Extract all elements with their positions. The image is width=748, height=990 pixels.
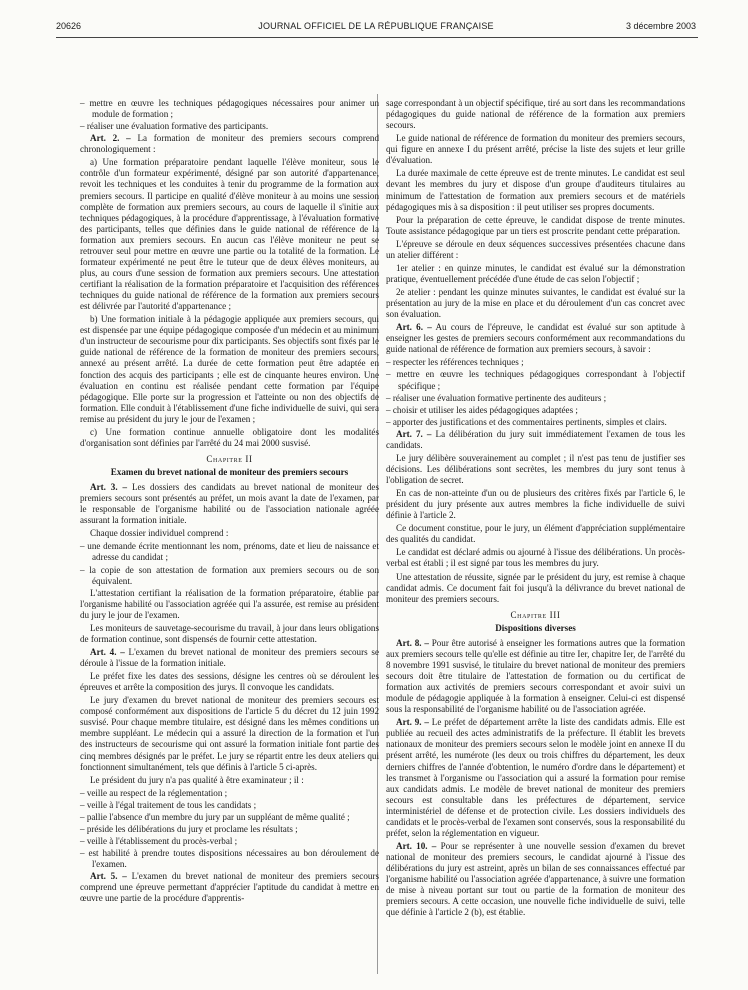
article-text: Les dossiers des candidats au brevet national de moniteur des premiers secours sont présentés au préfet, un mois avant la date de l'examen, par le responsable de l'organisme habilité ou de l'association nationale agréée assurant la formation initiale. (80, 482, 379, 526)
article-heading: Art. 4. – (90, 646, 125, 657)
paragraph: Le jury délibère souverainement au complet ; il n'est pas tenu de justifier ses décisions. Les délibérations sont secrètes, les membres du jury sont tenus à l'obligation de secret. (386, 452, 685, 485)
paragraph: 2e atelier : pendant les quinze minutes suivantes, le candidat est évalué sur la présentation au jury de la mise en place et du déroulement d'un cas concret avec son évaluation. (386, 287, 685, 320)
paragraph: Pour la préparation de cette épreuve, le candidat dispose de trente minutes. Toute assistance pédagogique par un tiers est proscrite pendant cette préparation. (386, 214, 685, 236)
article-10 (386, 841, 685, 918)
chapter-title: Dispositions diverses (495, 622, 576, 633)
paragraph: En cas de non-atteinte d'un ou de plusieurs des critères fixés par l'article 6, le président du jury présente aux autres membres la fiche individuelle de suivi définie à l'article 2. (386, 488, 685, 521)
article-heading: Art. 9. – (396, 717, 429, 728)
list-item: – mettre en œuvre les techniques pédagogiques correspondant à l'objectif spécifique ; (386, 369, 685, 391)
article-heading: Art. 5. – (90, 871, 127, 882)
header-rule (56, 37, 698, 38)
paragraph: Les moniteurs de sauvetage-secourisme du travail, à jour dans leurs obligations de formation continue, sont dispensés de fournir cette attestation. (80, 622, 379, 644)
article-6 (386, 322, 685, 355)
paragraph: Chaque dossier individuel comprend : (90, 528, 229, 539)
chapter-title: Examen du brevet national de moniteur des premiers secours (110, 467, 349, 477)
article-text: Le préfet de département arrête la liste des candidats admis. Elle est publiée au recueil des actes administratifs de la préfecture. Il établit les brevets nationaux de moniteur des premiers secours selon le modèle joint en annexe II du présent arrêté, les numérote (les deux ou trois chiffres du département, les deux derniers chiffres de l'année d'obtention, le numéro d'ordre dans le département) et les transmet à l'organisme ou l'association qui a assuré la formation pour remise aux candidats admis. Le modèle de brevet national de moniteur des premiers secours est consultable dans les préfectures de département, service interministériel de défense et de protection civile. Les dossiers individuels des candidats et le procès-verbal de l'examen sont conservés, sous la responsabilité du préfet, selon la réglementation en vigueur. (386, 717, 685, 838)
publication-date: 3 décembre 2003 (625, 21, 696, 31)
paragraph: sage correspondant à un objectif spécifique, tiré au sort dans les recommandations pédagogiques du guide national de référence de la formation aux premiers secours. (386, 98, 685, 131)
list-item: – choisir et utiliser les aides pédagogiques adaptées ; (386, 404, 578, 415)
list-item: – réaliser une évaluation formative pertinente des auditeurs ; (386, 392, 607, 403)
list-item: – la copie de son attestation de formation aux premiers secours ou de son équivalent. (80, 564, 379, 586)
article-heading: Art. 2. – (90, 133, 131, 144)
paragraph: Ce document constitue, pour le jury, un élément d'appréciation supplémentaire des qualités du candidat. (386, 523, 685, 545)
list-item: – veille à l'égal traitement de tous les candidats ; (80, 799, 257, 810)
paragraph: Le préfet fixe les dates des sessions, désigne les centres où se déroulent les épreuves et arrête la composition des jurys. Il convoque les candidats. (80, 671, 379, 693)
paragraph: La durée maximale de cette épreuve est de trente minutes. Le candidat est seul devant les membres du jury et dispose d'un groupe d'auditeurs titulaires au minimum de l'attestation de formation aux premiers secours et de matériels pédagogiques mis à sa disposition : il peut utiliser ses propres documents. (386, 168, 685, 212)
article-9 (386, 717, 685, 839)
list-item: – veille à l'établissement du procès-verbal ; (80, 835, 238, 846)
article-7 (386, 429, 685, 451)
list-item: – est habilité à prendre toutes dispositions nécessaires au bon déroulement de l'examen. (80, 848, 379, 870)
article-text: Pour être autorisé à enseigner les formations autres que la formation aux premiers secours telle qu'elle est définie au titre Ier, chapitre Ier, de l'arrêté du 8 novembre 1991 susvisé, le titulaire du brevet national de moniteur des premiers secours doit être titulaire de l'attestation de formation ou du certificat de formation aux activités de premiers secours correspondant et avoir suivi un module de pédagogie appliquée à la formation à enseigner. Celui-ci est dispensé sous la responsabilité de l'organisme habilité ou de l'association agréée. (386, 637, 685, 715)
list-item: – veille au respect de la réglementation ; (80, 787, 228, 798)
list-item: – pallie l'absence d'un membre du jury par un suppléant de même qualité ; (80, 811, 350, 822)
paragraph: a) Une formation préparatoire pendant laquelle l'élève moniteur, sous le contrôle d'un formateur expérimenté, désigné par son autorité d'appartenance, revoit les techniques et les conduites à tenir du programme de la formation aux premiers secours. Il participe en qualité d'élève moniteur à au moins une session complète de formation aux premiers secours, au cours de laquelle il s'initie aux techniques pédagogiques, à la procédure d'apprentissage, à l'évaluation formative des participants, telles que définies dans le guide national de référence de la formation aux premiers secours. En aucun cas l'élève moniteur ne peut se retrouver seul pour mettre en œuvre une partie ou la totalité de la formation. Le formateur expérimenté ne peut être le tuteur que de deux élèves moniteurs, au plus, au cours d'une session de formation aux premiers secours. Une attestation certifiant la réalisation de la formation préparatoire et l'acquisition des références techniques du guide national de référence de la formation aux premiers secours est délivrée par l'autorité d'appartenance ; (80, 157, 379, 312)
paragraph: L'attestation certifiant la réalisation de la formation préparatoire, établie par l'organisme habilité ou l'association agréée qui l'a assurée, est remise au président du jury le jour de l'examen. (80, 587, 379, 620)
paragraph: Le jury d'examen du brevet national de moniteur des premiers secours est composé conformément aux dispositions de l'article 5 du décret du 12 juin 1992 susvisé. Pour chaque membre titulaire, est désigné dans les mêmes conditions un membre suppléant. Le médecin qui a assuré la direction de la formation et l'un des instructeurs de secourisme qui ont assuré la formation initiale font partie des cinq membres désignés par le préfet. Le jury se répartit entre les deux ateliers qui fonctionnent simultanément, tels que définis à l'article 5 ci-après. (80, 695, 379, 772)
article-8 (386, 638, 685, 715)
page-header (56, 21, 696, 35)
article-5 (80, 871, 379, 904)
list-item: – préside les délibérations du jury et proclame les résultats ; (80, 823, 298, 834)
paragraph: – réaliser une évaluation formative des participants. (80, 121, 269, 132)
article-text: L'examen du brevet national de moniteur des premiers secours comprend une épreuve permettant d'apprécier l'aptitude du candidat à mettre en œuvre une partie de la procédure d'apprentis- (80, 871, 379, 904)
right-column (386, 98, 685, 920)
article-text: L'examen du brevet national de moniteur des premiers secours se déroule à l'issue de la formation initiale. (80, 646, 379, 668)
paragraph: – mettre en œuvre les techniques pédagogiques nécessaires pour animer un module de formation ; (80, 98, 379, 120)
page-number: 20626 (56, 21, 82, 31)
article-heading: Art. 8. – (396, 637, 429, 648)
article-text: La formation de moniteur des premiers secours comprend chronologiquement : (80, 133, 379, 155)
article-heading: Art. 6. – (396, 322, 432, 333)
article-heading: Art. 3. – (90, 482, 128, 493)
journal-title: JOURNAL OFFICIEL DE LA RÉPUBLIQUE FRANÇAISE (258, 21, 494, 31)
article-heading: Art. 7. – (396, 428, 432, 439)
paragraph: Le candidat est déclaré admis ou ajourné à l'issue des délibérations. Un procès-verbal est établi ; il est signé par tous les membres du jury. (386, 547, 685, 569)
paragraph: L'épreuve se déroule en deux séquences successives présentées chacune dans un atelier différent : (386, 238, 685, 260)
paragraph: 1er atelier : en quinze minutes, le candidat est évalué sur la démonstration pratique, éventuellement précédée d'une étude de cas selon l'objectif ; (386, 262, 685, 284)
paragraph: Une attestation de réussite, signée par le président du jury, est remise à chaque candidat admis. Ce document fait foi jusqu'à la délivrance du brevet national de moniteur des premiers secours. (386, 571, 685, 604)
paragraph: Le guide national de référence de formation du moniteur des premiers secours, qui figure en annexe I du présent arrêté, précise la liste des sujets et leur grille d'évaluation. (386, 133, 685, 166)
paragraph: b) Une formation initiale à la pédagogie appliquée aux premiers secours, qui est dispensée par une équipe pédagogique composée d'un médecin et au minimum d'un instructeur de secourisme pour dix participants. Ses objectifs sont fixés par le guide national de référence de la formation de moniteur des premiers secours, annexé au présent arrêté. La durée de cette formation peut être adaptée en fonction des acquis des participants ; elle est de cinquante heures environ. Une évaluation en continu est réalisée pendant cette formation par l'équipe pédagogique. Elle porte sur la progression et l'atteinte ou non des objectifs de formation. Elle conduit à l'établissement d'une fiche individuelle de suivi, qui sera remise au président du jury le jour de l'examen ; (80, 314, 379, 424)
article-text: La délibération du jury suit immédiatement l'examen de tous les candidats. (386, 428, 685, 450)
list-item: – respecter les références techniques ; (386, 357, 524, 368)
chapter-heading: Chapitre III (510, 609, 561, 620)
left-column (80, 98, 379, 906)
article-text: Au cours de l'épreuve, le candidat est évalué sur son aptitude à enseigner les gestes de premiers secours conformément aux recommandations du guide national de référence de formation aux premiers secours, à savoir : (386, 322, 685, 355)
article-text: Pour se représenter à une nouvelle session d'examen du brevet national de moniteur des premiers secours, le candidat ajourné à l'issue des délibérations du jury est astreint, après un bilan de ses connaissances effectué par l'organisme habilité ou l'association agréée d'appartenance, à suivre une formation de mise à niveau portant sur tout ou partie de la formation de moniteur des premiers secours. A cette occasion, une nouvelle fiche individuelle de suivi, telle que définie à l'article 2 (b), est établie. (386, 840, 685, 918)
paragraph: Le président du jury n'a pas qualité à être examinateur ; il : (90, 774, 304, 785)
article-heading: Art. 10. – (396, 840, 437, 851)
article-2 (80, 133, 379, 155)
list-item: – une demande écrite mentionnant les nom, prénoms, date et lieu de naissance et adresse du candidat ; (80, 541, 379, 563)
article-4 (80, 647, 379, 669)
article-3 (80, 482, 379, 526)
paragraph: c) Une formation continue annuelle obligatoire dont les modalités d'organisation sont définies par l'arrêté du 24 mai 2000 susvisé. (80, 426, 379, 448)
list-item: – apporter des justifications et des commentaires pertinents, simples et clairs. (386, 416, 667, 427)
chapter-heading: Chapitre II (206, 453, 253, 464)
